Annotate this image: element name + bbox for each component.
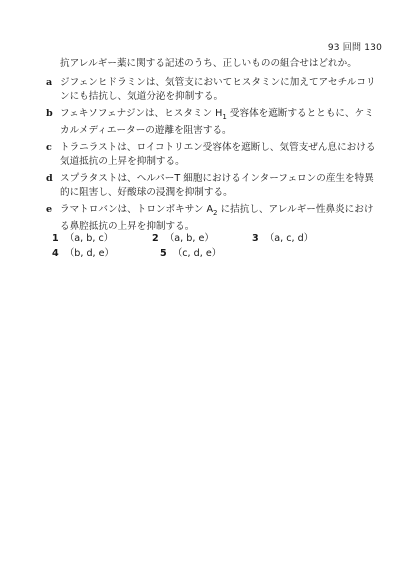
answer-number: 4 [52,248,59,259]
answer-combo: （a, c, d） [264,233,314,244]
option-letter: d [46,172,53,184]
answer-number: 3 [252,233,259,244]
option-e [46,203,382,234]
option-b [46,107,382,138]
option-letter: b [46,108,53,119]
option-text-part: に拮抗し、アレルギー性鼻炎における鼻腔抵抗の上昇を抑制する。 [60,203,374,232]
option-c [46,141,382,169]
answer-choice-1 [52,232,152,246]
answer-number: 5 [160,248,167,259]
option-list [46,76,382,237]
answer-row [52,232,352,246]
option-letter: a [46,77,53,88]
option-a [46,76,382,104]
option-text [60,107,382,138]
option-text-part: ラマトロバンは、トロンボキサン A [60,203,214,215]
option-d [46,172,382,200]
answer-choice-3 [252,232,352,246]
option-letter: c [46,141,52,153]
subscript: 1 [222,112,227,121]
answer-row [52,247,352,261]
subscript: 2 [213,208,218,217]
answer-choice-2 [152,232,252,246]
answer-number: 2 [152,233,159,244]
answer-combo: （a, b, e） [164,233,214,244]
option-text: トラニラストは、ロイコトリエン受容体を遮断し、気管支ぜん息における気道抵抗の上昇を抑制する。 [60,141,376,167]
answer-combo: （c, d, e） [172,248,222,259]
answer-choices [52,232,352,262]
answer-combo: （b, d, e） [64,248,115,259]
question-reference: 93 回問 130 [327,43,382,53]
option-text [60,203,382,234]
question-stem: 抗アレルギー薬に関する記述のうち、正しいものの組合せはどれか。 [60,58,357,69]
answer-choice-4 [52,247,160,261]
answer-number: 1 [52,233,59,244]
option-text-part: 受容体を遮断するとともに、ケミカルメディエーターの遊離を阻害する。 [60,108,374,136]
option-text: スプラタストは、ヘルパーT 細胞におけるインターフェロンの産生を特異的に阻害し、好酸球の浸潤を抑制する。 [60,172,374,198]
answer-choice-5 [160,247,268,261]
option-text-part: フェキソフェナジンは、ヒスタミン H [60,108,223,119]
option-letter: e [46,203,53,215]
option-text: ジフェンヒドラミンは、気管支においてヒスタミンに加えてアセチルコリンにも拮抗し、気道分泌を抑制する。 [60,77,376,102]
answer-combo: （a, b, c） [64,233,114,244]
